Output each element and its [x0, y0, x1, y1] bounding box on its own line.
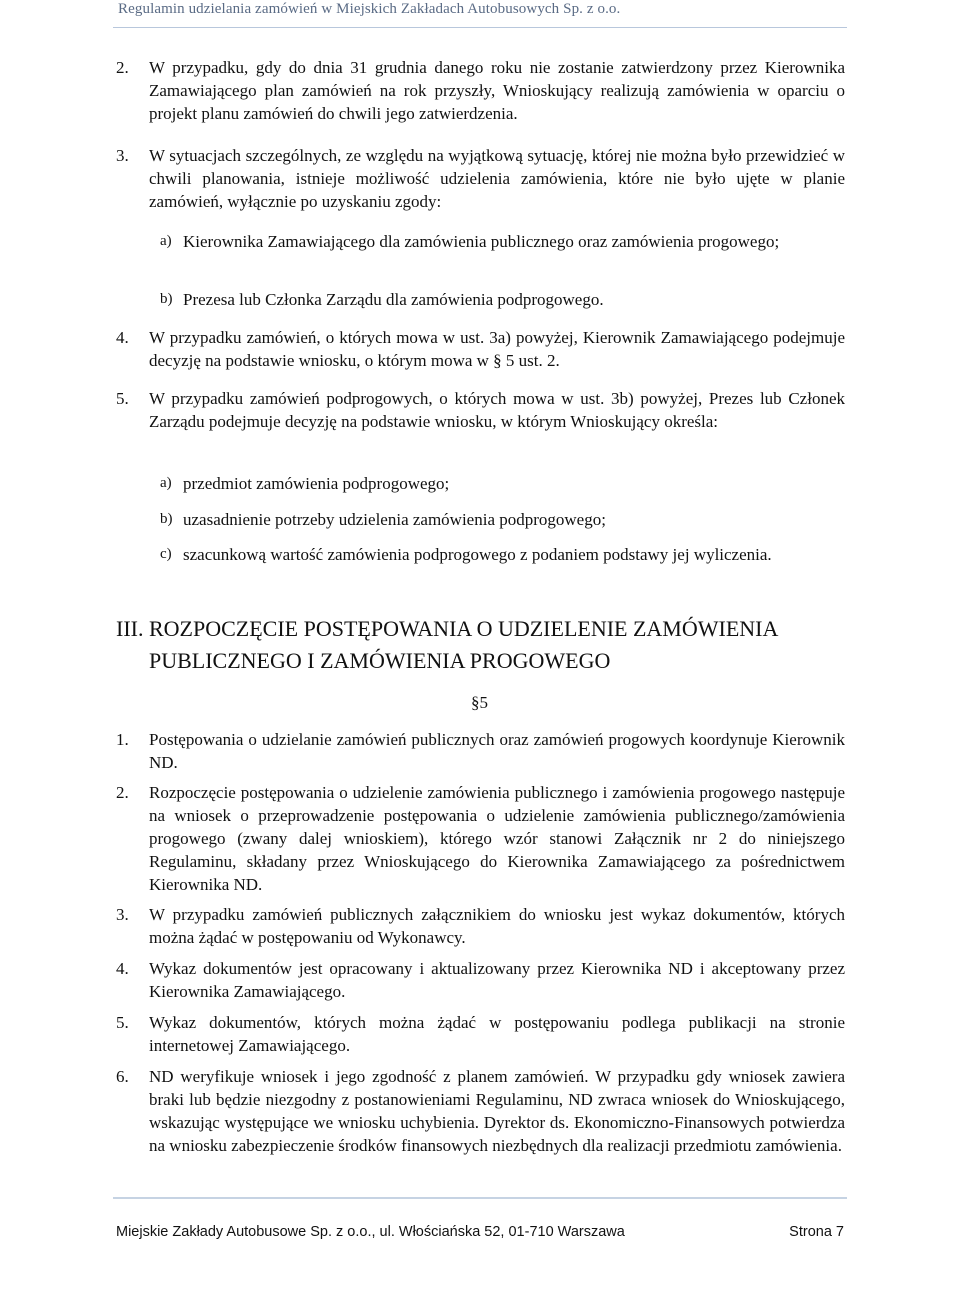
subitem-letter: a): [160, 233, 172, 249]
item-number: 6.: [116, 1067, 129, 1086]
subitem-text: Kierownika Zamawiającego dla zamówienia publicznego oraz zamówienia progowego;: [183, 232, 780, 251]
subitem-letter: a): [160, 475, 172, 491]
item-number: 2.: [116, 783, 129, 802]
subitem-letter: b): [160, 291, 173, 307]
paragraph: W przypadku zamówień, o których mowa w ust. 3a) powyżej, Kierownik Zamawiającego podejmuje decyzję na podstawie wniosku, o którym mowa w § 5 ust. 2.: [149, 328, 845, 370]
paragraph: Wykaz dokumentów, których można żądać w postępowaniu podlega publikacji na stronie internetowej Zamawiającego.: [149, 1013, 845, 1055]
item-number: 5.: [116, 389, 129, 408]
chapter-title: ROZPOCZĘCIE POSTĘPOWANIA O UDZIELENIE ZAMÓWIENIA PUBLICZNEGO I ZAMÓWIENIA PROGOWEGO: [149, 616, 778, 673]
page-number: Strona 7: [789, 1224, 844, 1240]
subitem-letter: b): [160, 511, 173, 527]
item-number: 2.: [116, 58, 129, 77]
header-divider: [113, 27, 847, 28]
paragraph: ND weryfikuje wniosek i jego zgodność z planem zamówień. W przypadku gdy wniosek zawiera braki lub będzie niezgodny z postanowieniami Regulaminu, ND zwraca wniosek do Wnioskującego, wskazując występujące we wniosku uchybienia. Dyrektor ds. Ekonomiczno-Finansowych potwierdza na wniosku zabezpieczenie środków finansowych niezbędnych dla realizacji przedmiotu zamówienia.: [149, 1067, 845, 1155]
page-header-title: Regulamin udzielania zamówień w Miejskich Zakładach Autobusowych Sp. z o.o.: [118, 1, 621, 17]
section-mark: §5: [471, 693, 488, 712]
paragraph: W sytuacjach szczególnych, ze względu na wyjątkową sytuację, której nie można było przewidzieć w chwili planowania, istnieje możliwość udzielenia zamówienia, które nie było ujęte w planie zamówień, wyłącznie po uzyskaniu zgody:: [149, 146, 845, 211]
item-number: 4.: [116, 959, 129, 978]
paragraph: W przypadku, gdy do dnia 31 grudnia danego roku nie zostanie zatwierdzony przez Kierownika Zamawiającego plan zamówień na rok przyszły, Wnioskujący realizują zamówienia w oparciu o projekt planu zamówień do chwili jego zatwierdzenia.: [149, 58, 845, 123]
subitem-text: przedmiot zamówienia podprogowego;: [183, 474, 450, 493]
item-number: 1.: [116, 730, 129, 749]
paragraph: W przypadku zamówień publicznych załącznikiem do wniosku jest wykaz dokumentów, których można żądać w postępowaniu od Wykonawcy.: [149, 905, 845, 947]
subitem-letter: c): [160, 546, 172, 562]
paragraph: W przypadku zamówień podprogowych, o których mowa w ust. 3b) powyżej, Prezes lub Członek Zarządu podejmuje decyzję na podstawie wniosku, w którym Wnioskujący określa:: [149, 389, 845, 431]
subitem-text: Prezesa lub Członka Zarządu dla zamówienia podprogowego.: [183, 290, 604, 309]
subitem-text: uzasadnienie potrzeby udzielenia zamówienia podprogowego;: [183, 510, 606, 529]
paragraph: Rozpoczęcie postępowania o udzielenie zamówienia publicznego i zamówienia progowego następuje na wniosek o przeprowadzenie postępowania o udzielenie zamówienia publicznego/zamówienia progowego (zwany dalej wnioskiem), którego wzór stanowi Załącznik nr 2 do niniejszego Regulaminu, składany przez Wnioskującego do Kierownika Zamawiającego za pośrednictwem Kierownika ND.: [149, 783, 845, 894]
paragraph: Wykaz dokumentów jest opracowany i aktualizowany przez Kierownika ND i akceptowany przez Kierownika Zamawiającego.: [149, 959, 845, 1001]
subitem-text: szacunkową wartość zamówienia podprogowego z podaniem podstawy jej wyliczenia.: [183, 545, 772, 564]
footer-address: Miejskie Zakłady Autobusowe Sp. z o.o., ul. Włościańska 52, 01-710 Warszawa: [116, 1224, 625, 1240]
item-number: 5.: [116, 1013, 129, 1032]
footer-divider: [113, 1197, 847, 1199]
item-number: 3.: [116, 146, 129, 165]
chapter-number: III.: [116, 616, 144, 641]
item-number: 3.: [116, 905, 129, 924]
paragraph: Postępowania o udzielanie zamówień publicznych oraz zamówień progowych koordynuje Kierownik ND.: [149, 730, 845, 772]
item-number: 4.: [116, 328, 129, 347]
